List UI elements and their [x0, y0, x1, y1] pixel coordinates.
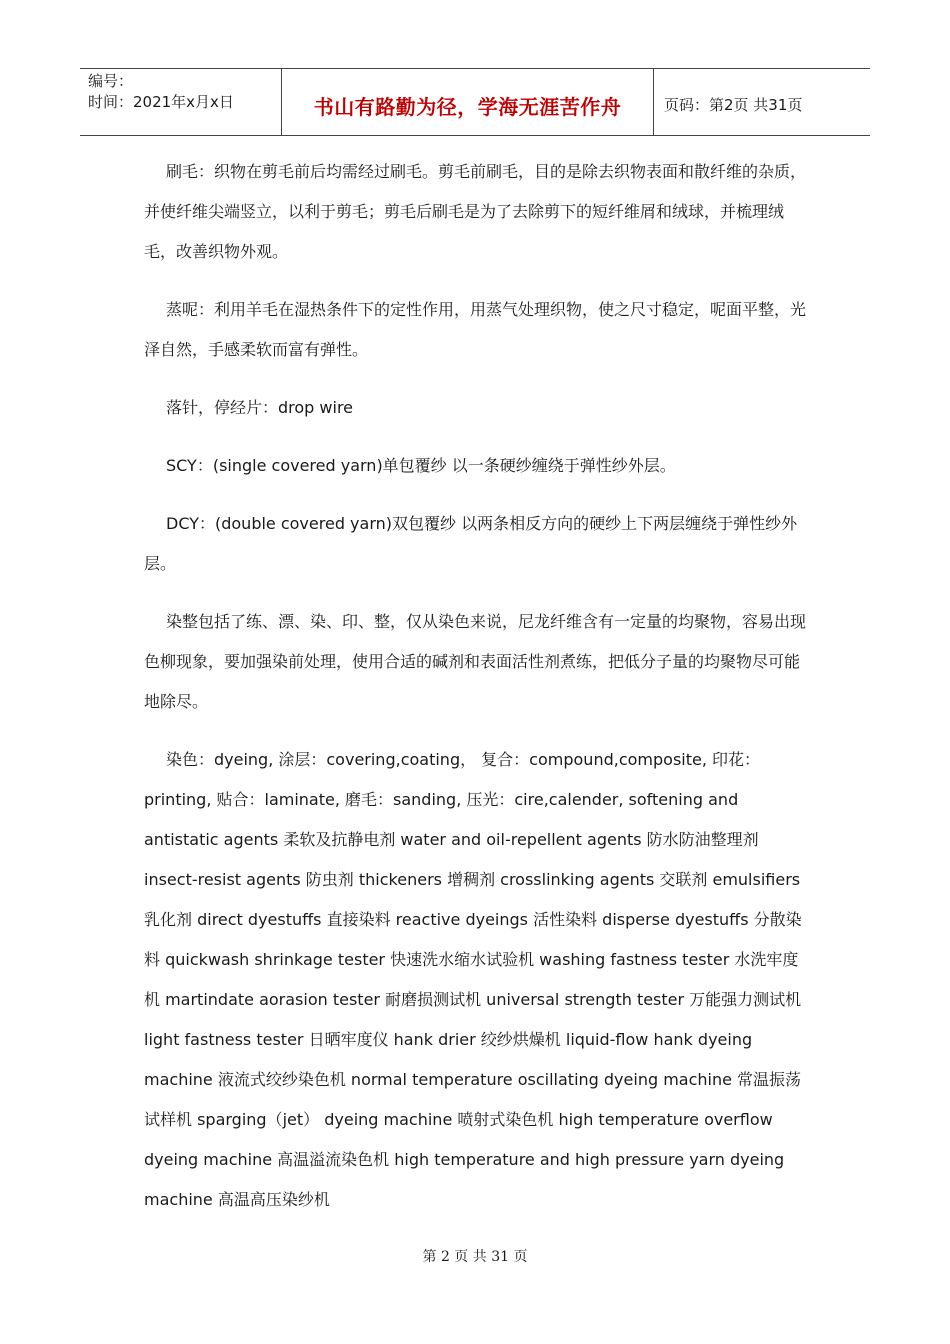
time-label: 时间：2021年x月x日 [88, 93, 234, 111]
paragraph-scy: SCY：(single covered yarn)单包覆纱 以一条硬纱缠绕于弹性纱外层。 [166, 456, 676, 475]
header-left-cell [80, 69, 281, 135]
paragraph-glossary: 染色：dyeing, 涂层：covering,coating， 复合：compound,composite, 印花：printing, 贴合：laminate, 磨毛：sanding, 压光：cire,calender, softening and antistatic agents 柔软及抗静电剂 water and oil-repellent agents 防水防油整理剂 insect-resist agents 防虫剂 thickeners 增稠剂 crosslinking agents 交联剂 emulsifiers 乳化剂 direct dyestuffs 直接染料 reactive dyeings 活性染料 disperse dyestuffs 分散染料 quickwash shrinkage tester 快速洗水缩水试验机 washing fastness tester 水洗牢度机 martindate aorasion tester 耐磨损测试机 universal strength tester 万能强力测试机 light fastness tester 日晒牢度仪 hank drier 绞纱烘燥机 liquid-flow hank dyeing machine 液流式绞纱染色机 normal temperature oscillating dyeing machine 常温振荡试样机 sparging（jet） dyeing machine 喷射式染色机 high temperature overflow dyeing machine 高温溢流染色机 high temperature and high pressure yarn dyeing machine 高温高压染纱机 [144, 750, 802, 1209]
paragraph-brushing: 刷毛：织物在剪毛前后均需经过刷毛。剪毛前刷毛，目的是除去织物表面和散纤维的杂质，并使纤维尖端竖立，以利于剪毛；剪毛后刷毛是为了去除剪下的短纤维屑和绒球，并梳理绒毛，改善织物外观。 [144, 162, 807, 261]
paragraph-dcy: DCY：(double covered yarn)双包覆纱 以两条相反方向的硬纱上下两层缠绕于弹性纱外层。 [144, 514, 798, 573]
paragraph-drop-wire: 落针，停经片：drop wire [166, 398, 354, 417]
document-body [144, 152, 814, 1238]
header-motto: 书山有路勤为径，学海无涯苦作舟 [281, 69, 654, 135]
page-footer: 第 2 页 共 31 页 [422, 1249, 528, 1265]
paragraph-dyeing-finishing: 染整包括了练、漂、染、印、整，仅从染色来说，尼龙纤维含有一定量的均聚物，容易出现色柳现象，要加强染前处理，使用合适的碱剂和表面活性剂煮练，把低分子量的均聚物尽可能地除尽。 [144, 612, 807, 711]
page-header [80, 68, 870, 136]
doc-number-label: 编号： [88, 72, 134, 90]
header-page-info: 页码：第2页 共31页 [664, 95, 803, 114]
paragraph-steaming: 蒸呢：利用羊毛在湿热条件下的定性作用，用蒸气处理织物，使之尺寸稳定，呢面平整，光泽自然，手感柔软而富有弹性。 [144, 300, 807, 359]
